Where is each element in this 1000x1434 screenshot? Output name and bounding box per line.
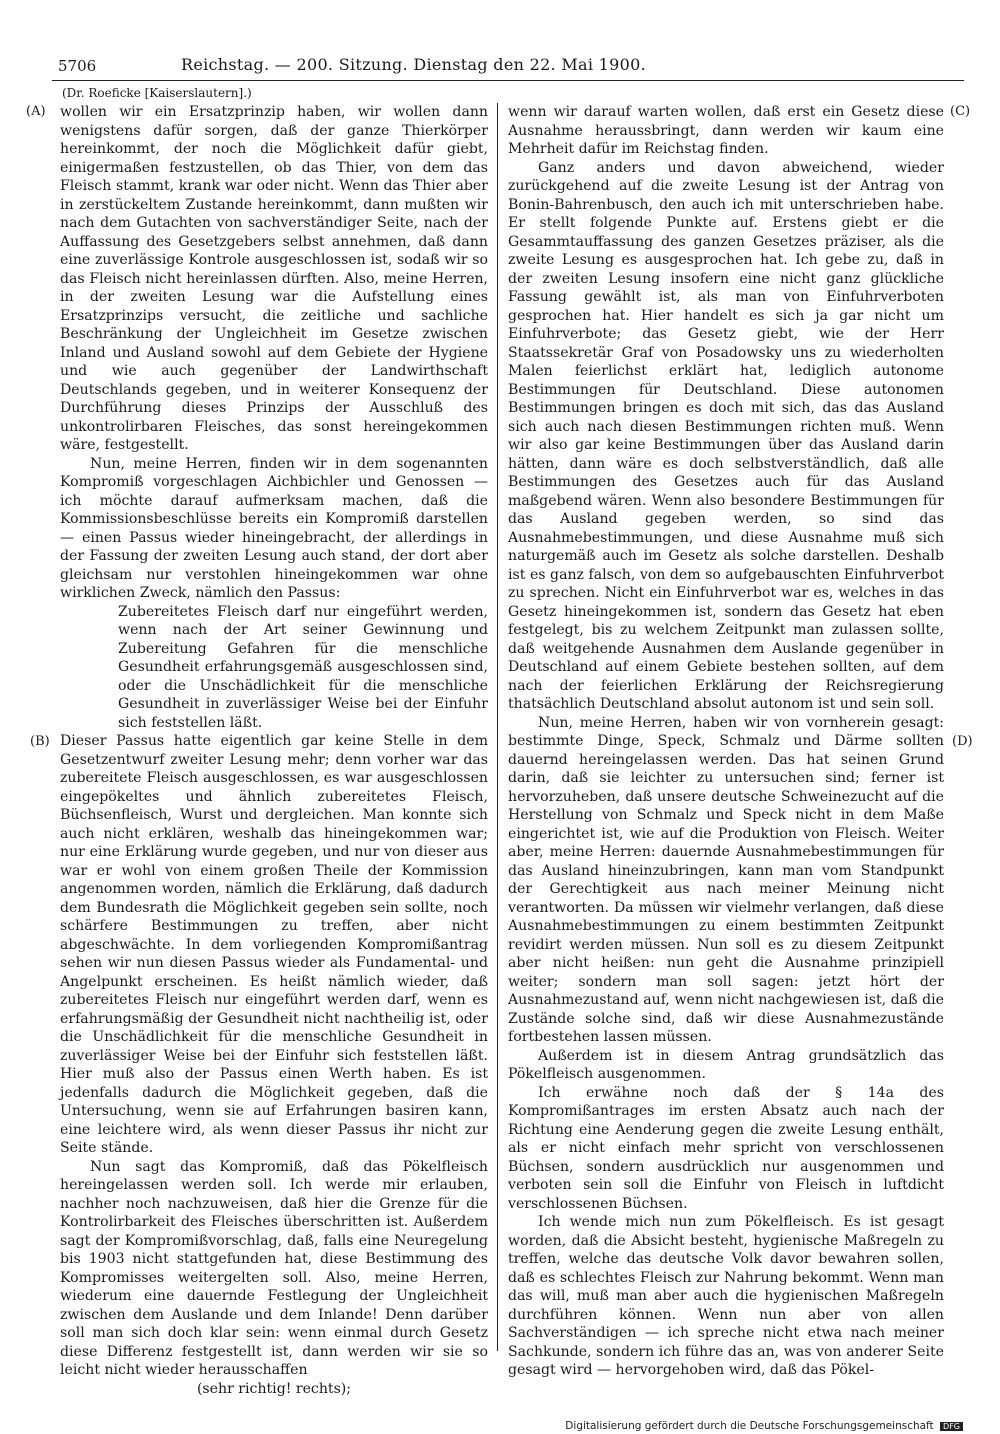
dfg-logo: DFG [940,1422,963,1431]
paragraph: Nun, meine Herren, finden wir in dem sogenannten Kompromiß vorgeschlagen Aichbichler und Genossen — ich möchte darauf aufmerksam machen, daß die Kommissionsbeschlüsse bereits ein Kompromiß darstellen — einen Passus wieder hineingebracht, der allerdings in der Fassung der zweiten Lesung auch stand, der dort aber gleichsam nur verstohlen hineingekommen war ohne wirklichen Zweck, nämlich den Passus: [60,455,488,601]
interjection: (sehr richtig! rechts); [196,1380,352,1397]
margin-mark-b: (B) [30,734,50,749]
right-column [508,103,944,1380]
column-divider [497,103,498,1351]
digitization-footer [565,1420,963,1432]
header-rule [52,80,964,81]
block-quote: Zubereitetes Fleisch darf nur eingeführt werden, wenn nach der Art seiner Gewinnung und Zubereitung Gefahren für die menschliche Gesundheit erfahrungsgemäß ausgeschlossen sind, oder die Unschädlichkeit für die menschliche Gesundheit in zuverlässiger Weise bei der Einfuhr sich feststellen läßt. [118,603,488,731]
margin-mark-d: (D) [952,734,973,749]
paragraph: Dieser Passus hatte eigentlich gar keine Stelle in dem Gesetzentwurf zweiter Lesung mehr; denn vorher war das zubereitete Fleisch ausgeschlossen, es war ausgeschlossen eingepökeltes und ähnlich zubereitetes Fleisch, Büchsenfleisch, Wurst und dergleichen. Man konnte sich auch nicht erklären, weshalb das hineingekommen war; nur eine Erklärung wurde gegeben, und nur von dieser aus war er wohl von einem großen Theile der Kommission angenommen worden, nämlich die Erklärung, daß dadurch dem Bundesrath die Möglichkeit gegeben sein sollte, noch schärfere Bestimmungen zu treffen, aber nicht abgeschwächte. In dem vorliegenden Kompromißantrag sehen wir nun diesen Passus wieder als Fundamental- und Angelpunkt erscheinen. Es heißt nämlich wieder, daß zubereitetes Fleisch nur eingeführt werden darf, wenn es erfahrungsmäßig der Gesundheit nicht nachtheilig ist, oder die Unschädlichkeit für die menschliche Gesundheit in zuverlässiger Weise bei der Einfuhr sich feststellen läßt. Hier muß also der Passus einen Werth haben. Es ist jedenfalls dadurch die Möglichkeit gegeben, daß die Untersuchung, wenn sie auf Erfahrungen basiren kann, eine leichtere wird, als wenn dieser Passus ihr nicht zur Seite stände. [60,733,488,1156]
margin-mark-c: (C) [950,104,971,119]
paragraph: Ganz anders und davon abweichend, wieder zurückgehend auf die zweite Lesung ist der Antrag von Bonin-Bahrenbusch, den auch ich mit unterschrieben habe. Er stellt folgende Punkte auf. Erstens giebt er die Gesammtauffassung des ganzen Gesetzes präziser, als die zweite Lesung es ausgesprochen hat. Ich gebe zu, daß in der zweiten Lesung insofern eine nicht ganz glückliche Fassung gewählt ist, als man von Einfuhrverboten gesprochen hat. Hier handelt es sich ja gar nicht um Einfuhrverbote; das Gesetz giebt, wie der Herr Staatssekretär Graf von Posadowsky uns zu wiederholten Malen feierlichst erklärt hat, lediglich autonome Bestimmungen für Deutschland. Diese autonomen Bestimmungen bringen es doch mit sich, das das Ausland sich auch nach diesen Bestimmungen richten muß. Wenn wir also gar keine Bestimmungen über das Ausland darin hätten, dann wäre es doch selbstverständlich, daß alle Bestimmungen des Gesetzes auch für das Ausland maßgebend wären. Wenn also besondere Bestimmungen für das Ausland gegeben werden, so sind das Ausnahmebestimmungen, und diese Ausnahme muß sich naturgemäß auch im Gesetz als solche darstellen. Deshalb ist es ganz falsch, von dem so aufgebauschten Einfuhrverbot zu sprechen. Nicht ein Einfuhrverbot war es, welches in das Gesetz hineingekommen ist, sondern das Gesetz hat eben festgelegt, bis zu welchem Zeitpunkt man zulassen sollte, daß weitgehende Ausnahmen dem Auslande gegenüber in Deutschland auf einem Gebiete bestehen sollten, auf dem nach der feierlichen Erklärung der Reichsregierung thatsächlich Deutschland absolut autonom ist und sein soll. [508,159,944,712]
paragraph: Nun sagt das Kompromiß, daß das Pökelfleisch hereingelassen werden soll. Ich werde mir erlauben, nachher noch nachzuweisen, daß hier die Grenze für die Kontrolirbarkeit des Fleisches überschritten ist. Außerdem sagt der Kompromißvorschlag, daß, falls eine Neuregelung bis 1903 nicht stattgefunden hat, diese Bestimmung des Kompromisses weitergelten soll. Also, meine Herren, wiederum eine dauernde Festlegung der Ungleichheit zwischen dem Auslande und dem Inlande! Denn darüber soll man sich doch klar sein: wenn einmal durch Gesetz diese Differenz festgestellt ist, dann werden wir sie so leicht nicht wieder herausschaffen [60,1158,488,1378]
paragraph: wenn wir darauf warten wollen, daß erst ein Gesetz diese Ausnahme heraussbringt, dann werden wir kaum eine Mehrheit dafür im Reichstag finden. [508,104,944,157]
page-header [58,52,723,82]
running-head: Reichstag. — 200. Sitzung. Dienstag den 22. Mai 1900. [181,55,646,74]
page-number: 5706 [58,57,97,75]
paragraph: Ich wende mich nun zum Pökelfleisch. Es ist gesagt worden, daß die Absicht besteht, hygienische Maßregeln zu treffen, welche das deutsche Volk davor bewahren sollen, daß es schlechtes Fleisch zur Nahrung bekommt. Wenn man das will, muß man aber auch die hygienischen Maßregeln durchführen können. Wenn nun aber von allen Sachverständigen — ich spreche nicht etwa nach meiner Sachkunde, sondern ich führe das an, was von anderer Seite gesagt wird — hervorgehoben wird, daß das Pökel- [508,1214,944,1378]
paragraph: Ich erwähne noch daß der § 14a des Kompromißantrages im ersten Absatz auch nach der Richtung eine Aenderung gegen die zweite Lesung enthält, als er nicht einfach mehr spricht von verschlossenen Büchsen, sondern ausdrücklich nur ausgenommen und verboten sein soll die Einfuhr von Fleisch in luftdicht verschlossenen Büchsen. [508,1084,944,1212]
paragraph: Nun, meine Herren, haben wir von vornherein gesagt: bestimmte Dinge, Speck, Schmalz und Därme sollten dauernd hereingelassen werden. Das hat seinen Grund darin, daß sie leichter zu untersuchen sind; ferner ist hervorzuheben, daß unsere deutsche Schweinezucht auf die Herstellung von Schmalz und Speck nicht in dem Maße eingerichtet ist, wie auf die Produktion von Fleisch. Weiter aber, meine Herren: dauernde Ausnahmebestimmungen für das Ausland hineinzubringen, kann man vom Standpunkt der Gerechtigkeit aus nach meiner Meinung nicht verantworten. Da müssen wir vielmehr verlangen, daß diese Ausnahmebestimmungen zu einem bestimmten Zeitpunkt revidirt werden müssen. Nun soll es zu diesem Zeitpunkt aber nicht heißen: nun geht die Ausnahme prinzipiell weiter; sondern man soll sagen: jetzt hört der Ausnahmezustand auf, wenn nicht nachgewiesen ist, daß die Zustände solche sind, daß wir diese Ausnahmezustände fortbestehen lassen müssen. [508,714,944,1045]
left-column [60,103,488,1398]
margin-mark-a: (A) [26,104,46,119]
speaker-label: (Dr. Roeficke [Kaiserslautern].) [62,86,252,100]
footer-text: Digitalisierung gefördert durch die Deutsche Forschungsgemeinschaft [565,1420,934,1432]
paragraph: Außerdem ist in diesem Antrag grundsätzlich das Pökelfleisch ausgenommen. [508,1047,944,1082]
paragraph: wollen wir ein Ersatzprinzip haben, wir wollen dann wenigstens dafür sorgen, daß der ganze Thierkörper hereinkommt, der noch die Möglichkeit dafür giebt, einigermaßen festzustellen, ob das Thier, von dem das Fleisch stammt, krank war oder nicht. Wenn das Thier aber in zerstückeltem Zustande hereinkommt, dann mußten wir nach dem Gutachten von sachverständiger Seite, nach der Auffassung des Gesetzgebers selbst annehmen, daß dann eine zuverlässige Kontrole ausgeschlossen ist, sodaß wir so das Fleisch nicht hereinlassen dürften. Also, meine Herren, in der zweiten Lesung war die Aufstellung eines Ersatzprinzips versucht, die zeitliche und sachliche Beschränkung der Ungleichheit im Gesetze zwischen Inland und Ausland sowohl auf dem Gebiete der Hygiene und wie auch gegenüber der Landwirthschaft Deutschlands gegeben, und in weiterer Konsequenz der Durchführung dieses Prinzips der Ausschluß des unkontrolirbaren Fleisches, das sonst hereingekommen wäre, festgestellt. [60,104,488,453]
